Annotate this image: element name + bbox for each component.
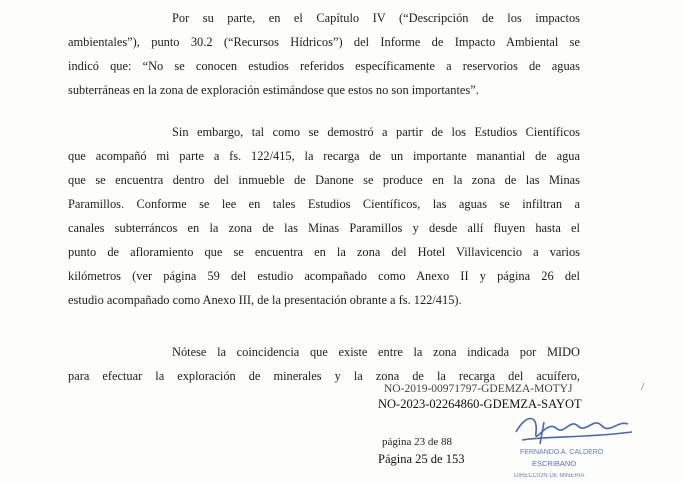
stamp-name: FERNANDO A. CALDERO bbox=[520, 449, 604, 456]
text-line: estudio acompañado como Anexo III, de la presentación obrante a fs. 122/415). bbox=[68, 293, 462, 307]
paragraph-mido-zone bbox=[68, 340, 580, 388]
text-line: Sin embargo, tal como se demostró a partir de los Estudios Científicos bbox=[172, 125, 580, 139]
text-line: kilómetros (ver página 59 del estudio acompañado como Anexo II y página 26 del bbox=[68, 269, 580, 283]
text-line: Nótese la coincidencia que existe entre la zona indicada por MIDO bbox=[172, 345, 580, 359]
text-line: que se encuentra dentro del inmueble de Danone se produce en la zona de las Minas bbox=[68, 173, 580, 187]
page-number-old: página 23 de 88 bbox=[382, 436, 452, 448]
stamp-title: ESCRIBANO bbox=[532, 459, 577, 468]
page-number-new: Página 25 de 153 bbox=[378, 452, 465, 466]
text-line: para efectuar la exploración de minerales y la zona de la recarga del acuífero, bbox=[68, 369, 580, 383]
text-line: punto de afloramiento que se encuentra en la zona del Hotel Villavicencio a varios bbox=[68, 245, 580, 259]
signature-scribble bbox=[516, 419, 632, 445]
document-reference-old: NO-2019-00971797-GDEMZA-MOTYJ bbox=[384, 383, 573, 395]
notary-stamp-signature bbox=[486, 410, 636, 480]
text-line: subterráneas en la zona de exploración estimándose que estos no son importantes”. bbox=[68, 83, 479, 97]
paragraph-scientific-studies bbox=[68, 120, 580, 312]
stamp-office: DIRECCION DE MINERIA bbox=[514, 473, 585, 479]
text-line: Por su parte, en el Capítulo IV (“Descripción de los impactos bbox=[172, 11, 580, 25]
text-line: Paramillos. Conforme se lee en tales Estudios Científicos, las aguas se infiltran a bbox=[68, 197, 580, 211]
text-line: canales subterráncos en la zona de las Minas Paramillos y desde allí fluyen hasta el bbox=[68, 221, 580, 235]
text-line: que acompañó mi parte a fs. 122/415, la recarga de un importante manantial de agua bbox=[68, 149, 580, 163]
text-line: indicó que: “No se conocen estudios referidos específicamente a reservorios de aguas bbox=[68, 59, 580, 73]
paragraph-impact-report bbox=[68, 6, 580, 102]
margin-mark: / bbox=[641, 381, 645, 393]
text-line: ambientales”), punto 30.2 (“Recursos Hídricos”) del Informe de Impacto Ambiental se bbox=[68, 35, 580, 49]
document-reference-new: NO-2023-02264860-GDEMZA-SAYOT bbox=[378, 397, 582, 411]
